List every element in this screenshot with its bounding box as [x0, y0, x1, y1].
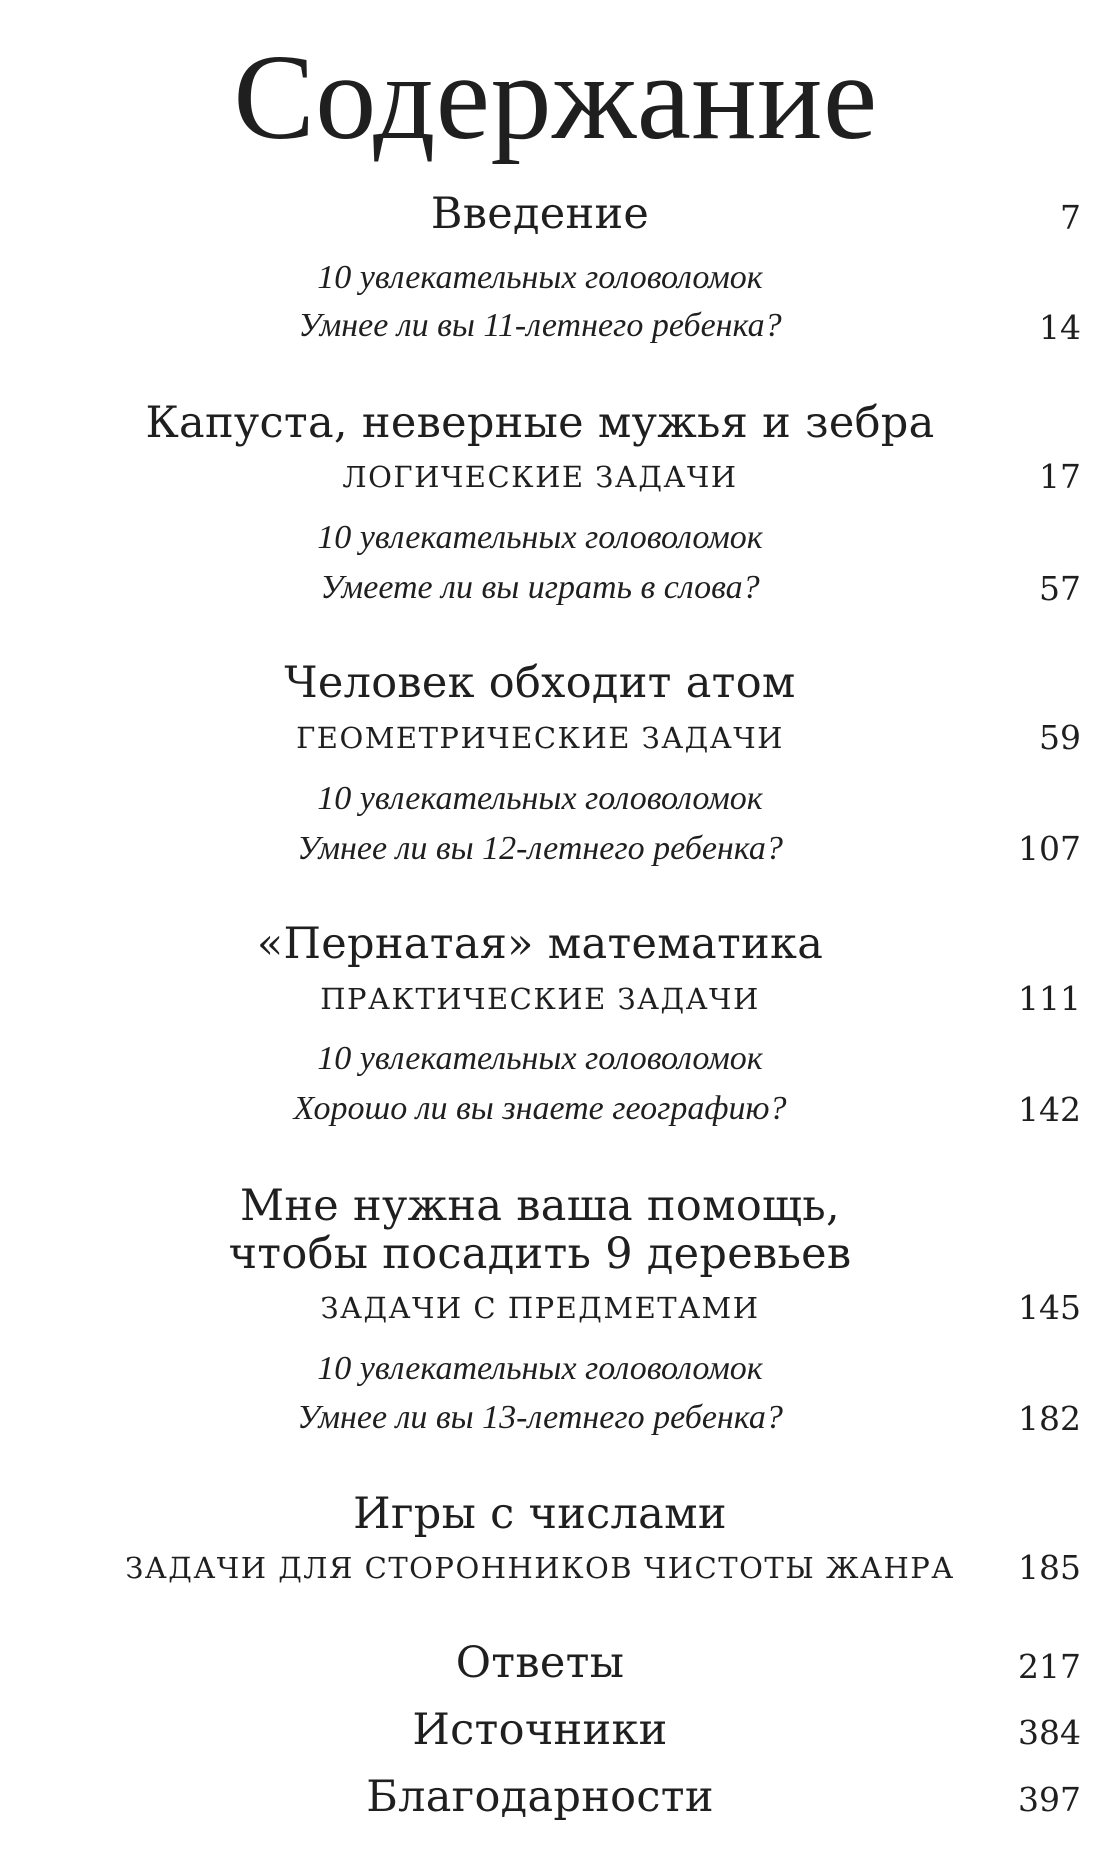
chapter-1-subtitle: ЛОГИЧЕСКИЕ ЗАДАЧИ — [342, 460, 738, 494]
chapter-4-question-page: 182 — [1018, 1399, 1081, 1438]
chapter-2-page: 59 — [1039, 718, 1081, 757]
page-title: Содержание — [233, 30, 878, 165]
chapter-3-question-line[interactable]: Хорошо ли вы знаете географию? — [293, 1090, 787, 1127]
chapter-3-question-page: 142 — [1018, 1090, 1081, 1129]
chapter-2-question-page: 107 — [1018, 829, 1081, 868]
intro-question-line[interactable]: Умнее ли вы 11-летнего ребенка? — [298, 307, 782, 344]
chapter-1-puzzles-line[interactable]: 10 увлекательных головоломок — [317, 519, 763, 556]
chapter-1-page: 17 — [1039, 457, 1081, 496]
back-matter-answers-page: 217 — [1018, 1647, 1081, 1686]
chapter-3-subtitle: ПРАКТИЧЕСКИЕ ЗАДАЧИ — [320, 982, 760, 1016]
back-matter-sources-page: 384 — [1018, 1713, 1081, 1752]
chapter-2-subtitle: ГЕОМЕТРИЧЕСКИЕ ЗАДАЧИ — [296, 721, 784, 755]
chapter-2-puzzles-line[interactable]: 10 увлекательных головоломок — [317, 780, 763, 817]
chapter-1-question-line[interactable]: Умеете ли вы играть в слова? — [320, 569, 760, 606]
chapter-4-subtitle: ЗАДАЧИ С ПРЕДМЕТАМИ — [320, 1291, 760, 1325]
chapter-3-page: 111 — [1018, 979, 1081, 1018]
chapter-5-page: 185 — [1018, 1548, 1081, 1587]
chapter-3-heading[interactable]: «Пернатая» математика — [256, 919, 824, 969]
chapter-3-puzzles-line[interactable]: 10 увлекательных головоломок — [317, 1040, 763, 1077]
intro-puzzles-line[interactable]: 10 увлекательных головоломок — [317, 259, 763, 296]
chapter-4-heading-line-2[interactable]: чтобы посадить 9 деревьев — [228, 1229, 852, 1279]
chapter-1-question-page: 57 — [1039, 569, 1081, 608]
intro-heading-page: 7 — [1060, 198, 1081, 237]
chapter-5-subtitle: ЗАДАЧИ ДЛЯ СТОРОННИКОВ ЧИСТОТЫ ЖАНРА — [125, 1551, 955, 1585]
back-matter-sources[interactable]: Источники — [412, 1705, 668, 1755]
intro-question-page: 14 — [1039, 308, 1081, 347]
back-matter-acknowledgements[interactable]: Благодарности — [366, 1772, 714, 1822]
chapter-5-heading[interactable]: Игры с числами — [353, 1489, 727, 1539]
chapter-2-heading[interactable]: Человек обходит атом — [284, 658, 796, 708]
back-matter-answers[interactable]: Ответы — [455, 1638, 625, 1688]
chapter-1-heading[interactable]: Капуста, неверные мужья и зебра — [145, 398, 935, 448]
chapter-2-question-line[interactable]: Умнее ли вы 12-летнего ребенка? — [297, 830, 783, 867]
chapter-4-question-line[interactable]: Умнее ли вы 13-летнего ребенка? — [297, 1399, 783, 1436]
intro-heading[interactable]: Введение — [430, 189, 650, 239]
chapter-4-page: 145 — [1018, 1288, 1081, 1327]
back-matter-acknowledgements-page: 397 — [1018, 1780, 1081, 1819]
chapter-4-puzzles-line[interactable]: 10 увлекательных головоломок — [317, 1350, 763, 1387]
chapter-4-heading-line-1[interactable]: Мне нужна ваша помощь, — [240, 1181, 840, 1231]
